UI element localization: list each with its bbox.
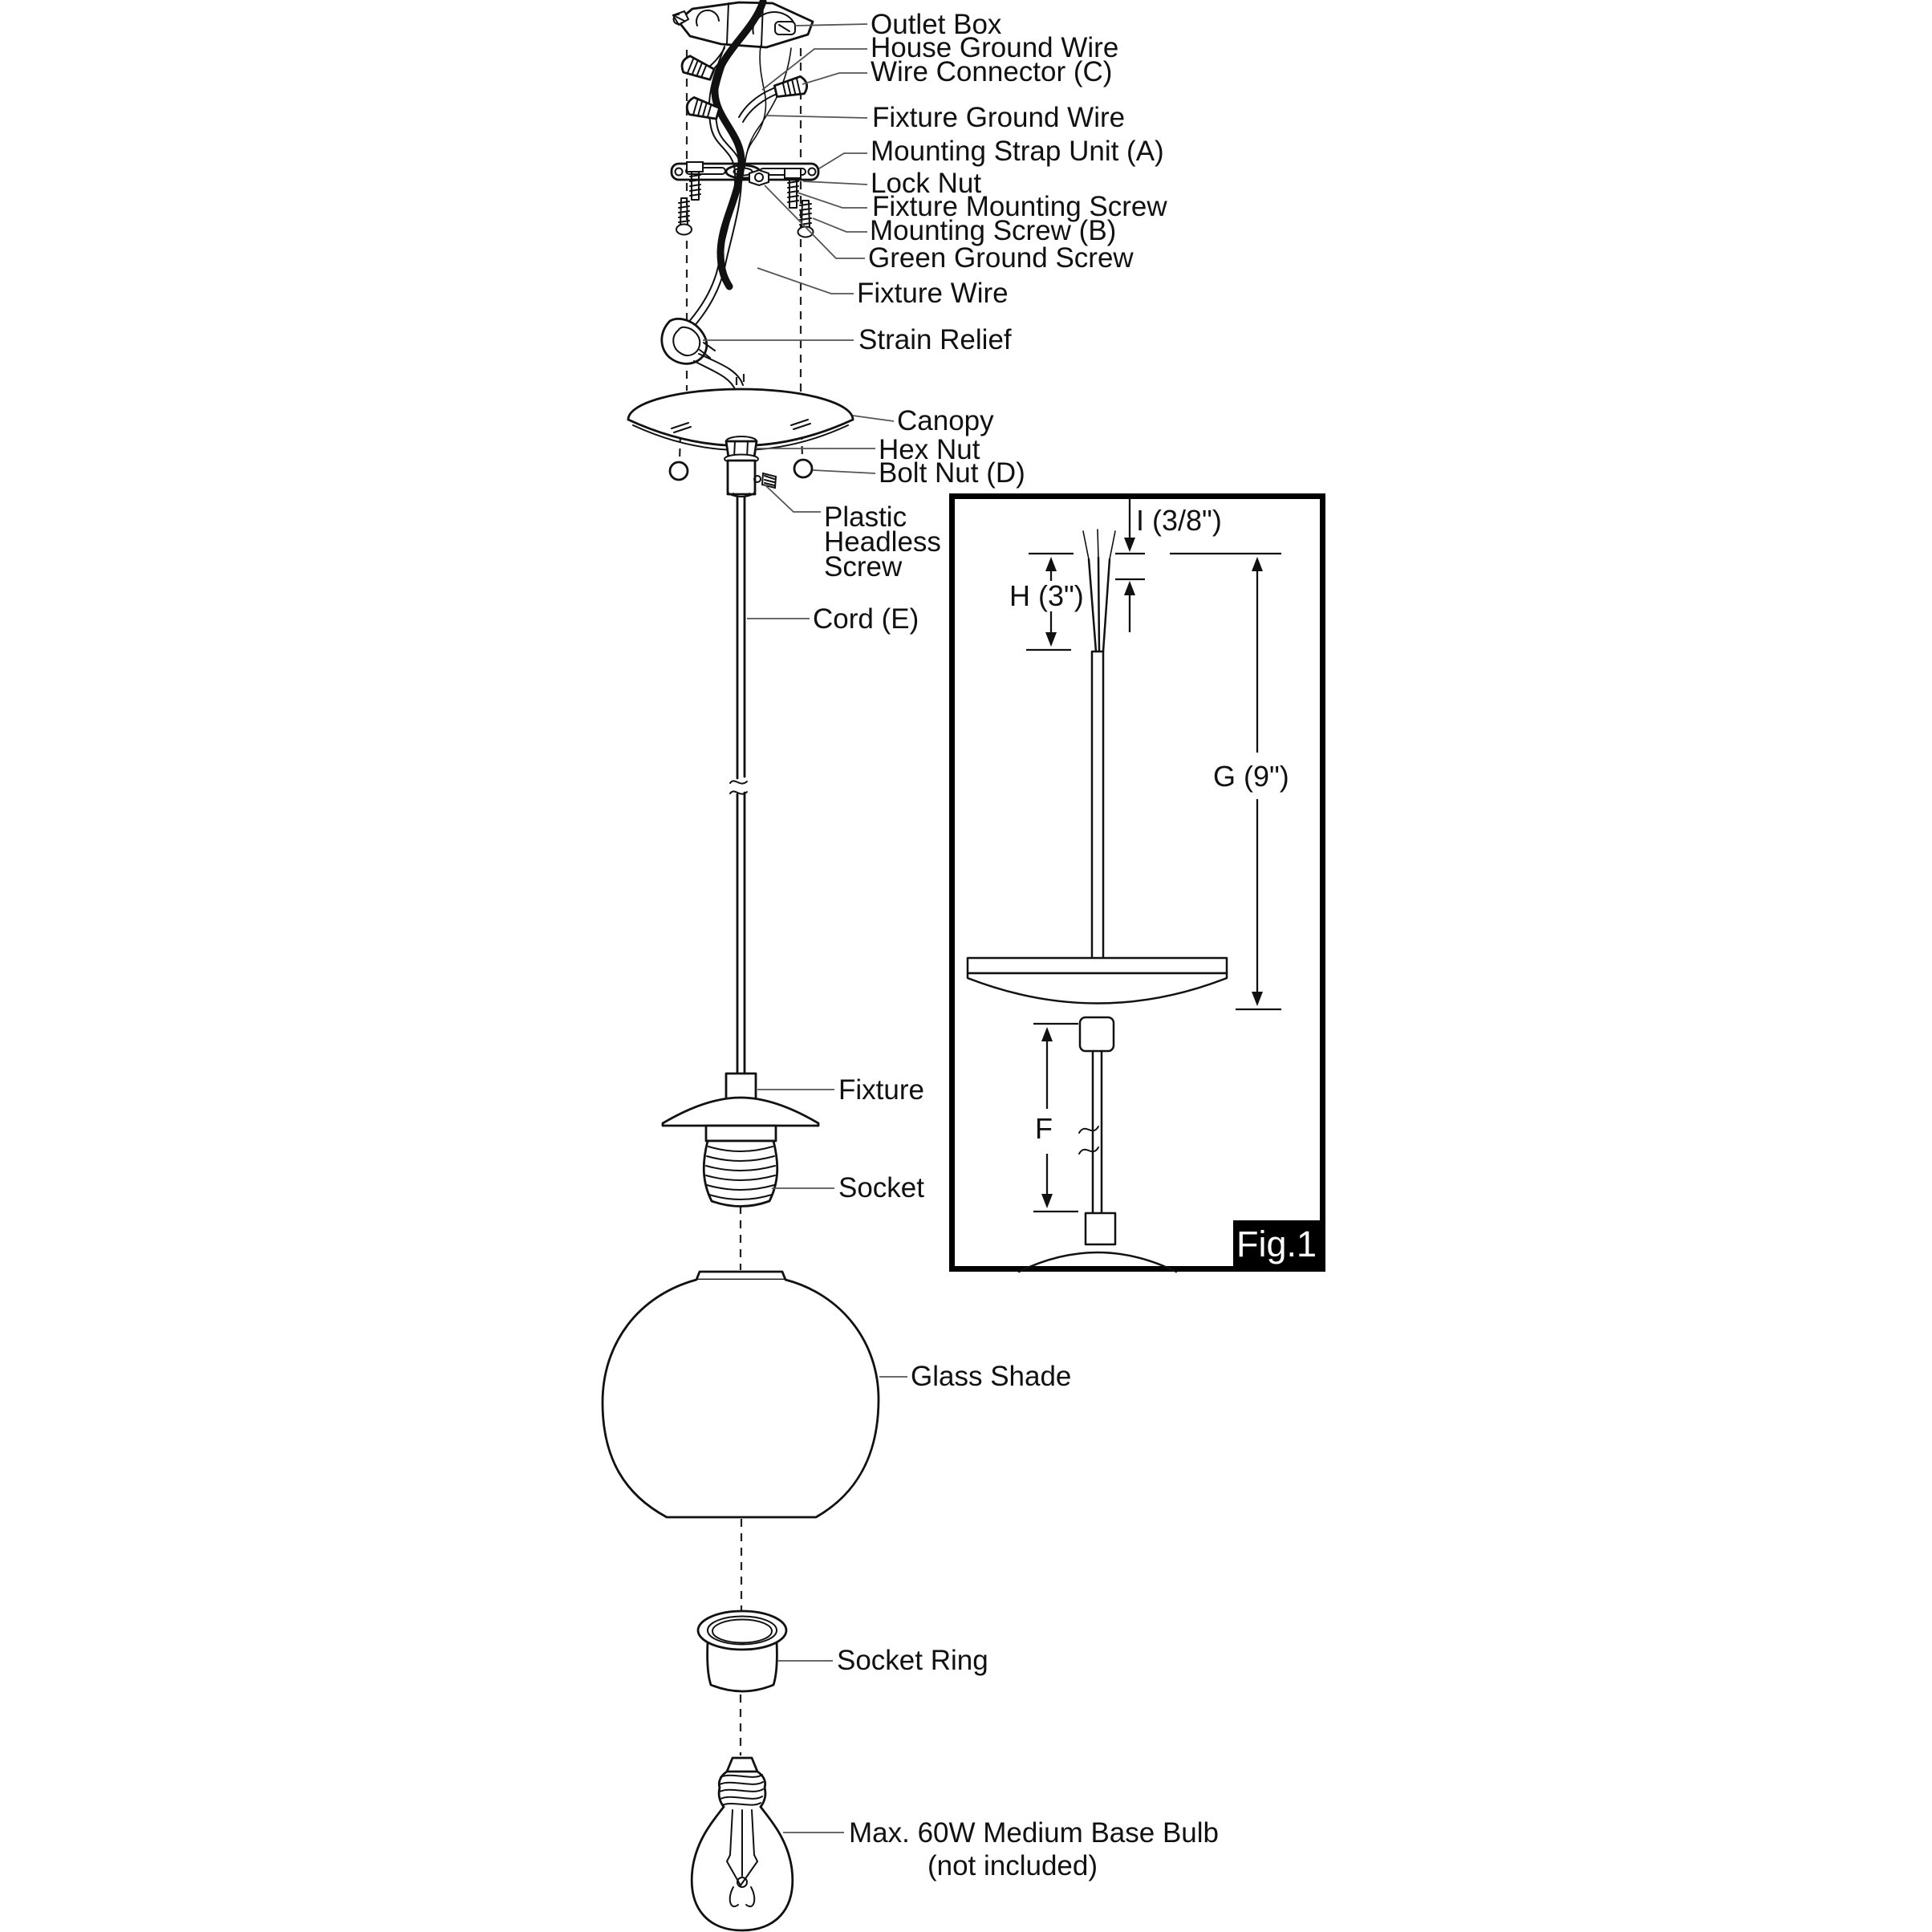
fixture-hat xyxy=(663,1098,818,1126)
fig1-strand-whiskers xyxy=(1083,530,1115,559)
dim-g-arrow-down xyxy=(1252,992,1263,1006)
socket-ring-part xyxy=(698,1611,786,1691)
label-glass-shade: Glass Shade xyxy=(911,1361,1072,1392)
label-plastic-line1: Plastic xyxy=(824,501,907,533)
label-plastic-line3: Screw xyxy=(824,551,903,582)
label-mounting-screw-b: Mounting Screw (B) xyxy=(870,215,1117,246)
label-bulb-line2: (not included) xyxy=(927,1850,1098,1881)
leader-wire-connector xyxy=(802,73,867,84)
dim-h-arrow-up xyxy=(1045,557,1057,571)
dim-f-arrow-up xyxy=(1041,1027,1053,1041)
bolt-nut-left xyxy=(670,462,688,480)
label-plastic-line2: Headless xyxy=(824,526,941,558)
label-house-ground-wire: House Ground Wire xyxy=(871,32,1119,63)
fixture-mounting-bolt-right-shaft xyxy=(788,178,798,208)
leader-canopy xyxy=(853,416,894,421)
leader-lock-nut xyxy=(803,181,867,185)
fixture-ground-wire-line xyxy=(745,48,791,168)
leader-bolt-nut xyxy=(813,470,875,473)
label-bolt-nut: Bolt Nut (D) xyxy=(879,457,1025,489)
fixture-mounting-bolt-right-head xyxy=(785,168,801,178)
label-hex-nut: Hex Nut xyxy=(879,434,980,465)
label-fixture: Fixture xyxy=(838,1074,924,1106)
leader-fixture-wire xyxy=(757,268,854,294)
fig1-cord-break xyxy=(1079,1126,1098,1154)
bulb-part xyxy=(692,1758,793,1930)
wire-connector-right xyxy=(773,75,808,99)
label-outlet-box: Outlet Box xyxy=(871,9,1002,40)
fixture-mounting-bolt-left-head xyxy=(687,162,703,172)
fig1-stem-block xyxy=(1080,1017,1114,1051)
glass-shade-part xyxy=(603,1272,879,1517)
strap-hole-right xyxy=(809,168,816,176)
dim-g-label: G (9") xyxy=(1213,760,1289,793)
green-ground-screw-part xyxy=(749,170,769,185)
dim-h-label: H (3") xyxy=(1009,579,1084,612)
strap-hole-left xyxy=(676,168,683,176)
figure1-inset xyxy=(952,497,1323,1272)
dim-f-label: F xyxy=(1035,1112,1053,1145)
bolt-nut-right xyxy=(794,460,812,477)
leader-mounting-screw-b xyxy=(813,218,867,232)
label-canopy: Canopy xyxy=(897,405,994,436)
glass-shade-rim xyxy=(696,1272,785,1280)
fixture-assembly xyxy=(663,1074,818,1207)
fig1-socket-block xyxy=(1086,1213,1115,1244)
socket-collar xyxy=(706,1126,776,1141)
fig1-cord-lower xyxy=(1093,1051,1102,1213)
label-strain-relief: Strain Relief xyxy=(858,324,1012,355)
dim-i-arrow-up xyxy=(1124,581,1135,595)
bulb-filament-supports xyxy=(727,1810,757,1885)
cord-e-part xyxy=(730,497,747,1074)
house-ground-wire-line xyxy=(745,46,766,160)
label-mounting-strap: Mounting Strap Unit (A) xyxy=(871,136,1164,167)
label-socket: Socket xyxy=(838,1172,924,1203)
fixture-block xyxy=(726,1074,756,1100)
bulb-tip-cone xyxy=(727,1758,757,1772)
dim-h-arrow-down xyxy=(1045,632,1057,647)
cord-lines xyxy=(737,497,745,1074)
label-socket-ring: Socket Ring xyxy=(837,1645,988,1676)
bulb-thread-lines xyxy=(720,1775,763,1805)
label-fixture-ground-wire: Fixture Ground Wire xyxy=(872,102,1126,133)
bulb-anchor-curls xyxy=(730,1887,755,1906)
fig1-cord xyxy=(1092,651,1103,956)
leader-plastic-headless-screw xyxy=(765,485,821,512)
wire-connector-upper-left xyxy=(680,55,716,83)
label-green-ground-screw: Green Ground Screw xyxy=(868,242,1134,274)
fig1-canopy-band xyxy=(968,958,1227,973)
strain-relief-part xyxy=(662,319,743,391)
dim-i-label: I (3/8") xyxy=(1136,504,1222,537)
fixture-mounting-bolt-left-shaft xyxy=(690,172,700,200)
glass-shade-globe xyxy=(603,1280,879,1517)
stem-cylinder xyxy=(728,461,755,494)
mounting-screw-b-left-head xyxy=(676,225,692,235)
leader-mounting-strap xyxy=(819,153,867,168)
mounting-screws-b xyxy=(676,198,814,237)
label-lock-nut: Lock Nut xyxy=(871,168,982,199)
label-wire-connector: Wire Connector (C) xyxy=(871,56,1113,87)
leader-green-ground-screw xyxy=(765,185,865,258)
canopy-assembly xyxy=(628,389,853,497)
label-bulb-line1: Max. 60W Medium Base Bulb xyxy=(849,1817,1220,1849)
label-cord: Cord (E) xyxy=(813,603,919,635)
leader-fixture-ground-wire xyxy=(765,116,867,118)
fig1-wire-strands xyxy=(1089,558,1110,651)
dim-f-arrow-down xyxy=(1041,1194,1053,1208)
wire-connectors xyxy=(680,55,809,122)
mounting-screw-b-left xyxy=(679,198,689,225)
wire-stub-connector-right xyxy=(739,88,775,122)
dim-g-arrow-up xyxy=(1252,557,1263,571)
label-fixture-mounting-screw: Fixture Mounting Screw xyxy=(872,191,1167,222)
dim-i-arrow-down xyxy=(1124,538,1135,552)
connector-cone xyxy=(680,55,716,83)
label-fixture-wire: Fixture Wire xyxy=(857,278,1009,309)
part-labels xyxy=(813,9,1219,1881)
fig1-caption-label: Fig.1 xyxy=(1236,1224,1317,1264)
figure1-frame xyxy=(952,497,1323,1269)
fig1-canopy-bowl xyxy=(968,973,1227,1004)
